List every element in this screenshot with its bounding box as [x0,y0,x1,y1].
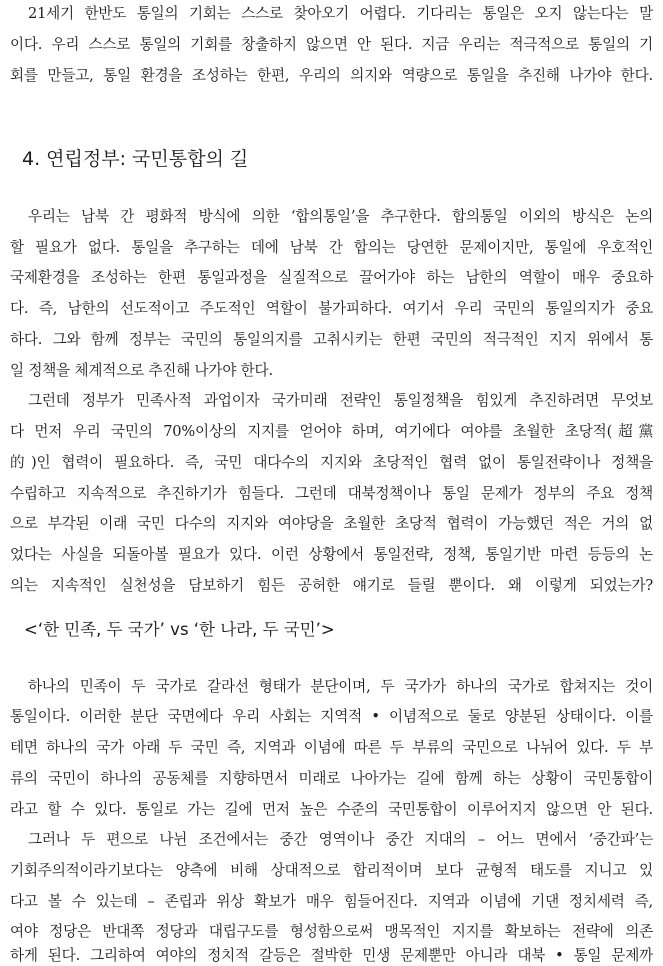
body-line: 류의 국민이 하나의 공동체를 지향하면서 미래로 나아가는 길에 함께 하는 상황이 국민통합이 [10,770,653,787]
body-line: 여야 정당은 반대쪽 정당과 대립구도를 형성함으로써 맹목적인 지지를 확보하는 전략에 의존 [10,923,653,940]
body-line: 기회주의적이라기보다는 양측에 비해 상대적으로 합리적이며 보다 균형적 태도를 지니고 있 [10,862,653,879]
section-heading: 4. 연립정부: 국민통합의 길 [22,148,249,170]
body-line: 테면 하나의 국가 아래 두 국민 즉, 지역과 이념에 따른 두 부류의 국민으로 나뉘어 있다. 두 부 [10,739,653,756]
body-line: 다. 즉, 남한의 선도적이고 주도적인 역할이 불가피하다. 여기서 우리 국민의 통일의지가 중요 [10,300,653,317]
body-line: 으로 부각된 이래 국민 다수의 지지와 여야당을 초월한 초당적 협력이 가능했던 적은 거의 없 [10,515,653,532]
body-line: 국제환경을 조성하는 한편 통일과정을 실질적으로 끌어가야 하는 남한의 역할이 매우 중요하 [10,269,653,286]
body-line: 그런데 정부가 민족사적 과업이자 국가미래 전략인 통일정책을 힘있게 추진하려면 무엇보 [28,392,653,409]
body-line: 다고 볼 수 있는데 – 존립과 위상 확보가 매우 힘들어진다. 지역과 이념에 기댄 정치세력 즉, [10,893,653,910]
body-line: 그러나 두 편으로 나뉜 조건에서는 중간 영역이나 중간 지대의 – 어느 면에서 ‘중간파’는 [28,831,653,848]
body-line: 하게 된다. 그리하여 여야의 정치적 갈등은 절박한 민생 문제뿐만 아니라 대북 • 통일 문제까 [10,947,653,964]
body-line: 할 필요가 없다. 통일을 추구하는 데에 남북 간 합의는 당연한 문제이지만, 통일에 우호적인 [10,239,653,256]
body-line: 의는 지속적인 실천성을 담보하기 힘든 공허한 얘기로 들릴 뿐이다. 왜 이렇게 되었는가? [10,577,653,594]
subsection-heading: <‘한 민족, 두 국가’ vs ‘한 나라, 두 국민’> [24,620,335,639]
body-line: 었다는 사실을 되돌아볼 필요가 있다. 이런 상황에서 통일전략, 정책, 통일기반 마련 등등의 논 [10,546,653,563]
body-line: 우리는 남북 간 평화적 방식에 의한 ‘합의통일’을 추구한다. 합의통일 이외의 방식은 논의 [28,208,653,225]
body-line: 일 정책을 체계적으로 추진해 나가야 한다. [10,362,273,379]
body-line: 다 먼저 우리 국민의 70%이상의 지지를 얻어야 하며, 여기에다 여야를 초월한 초당적(超黨 [10,423,653,440]
intro-line: 이다. 우리 스스로 통일의 기회를 창출하지 않으면 안 된다. 지금 우리는 적극적으로 통일의 기 [10,36,653,53]
body-line: 하다. 그와 함께 정부는 국민의 통일의지를 고취시키는 한편 국민의 적극적인 지지 위에서 통 [10,331,653,348]
body-line: 수립하고 지속적으로 추진하기가 힘들다. 그런데 대북정책이나 통일 문제가 정부의 주요 정책 [10,485,653,502]
body-line: 통일이다. 이러한 분단 국면에다 우리 사회는 지역적 • 이념적으로 둘로 양분된 상태이다. 이를 [10,708,653,725]
body-line: 라고 할 수 있다. 통일로 가는 길에 먼저 높은 수준의 국민통합이 이루어지지 않으면 안 된다. [10,801,653,818]
intro-line: 회를 만들고, 통일 환경을 조성하는 한편, 우리의 의지와 역량으로 통일을 추진해 나가야 한다. [10,67,653,84]
body-line: 的)인 협력이 필요하다. 즉, 국민 대다수의 지지와 초당적인 협력 없이 통일전략이나 정책을 [10,454,653,471]
body-line: 하나의 민족이 두 국가로 갈라선 형태가 분단이며, 두 국가가 하나의 국가로 합쳐지는 것이 [28,678,653,695]
intro-line: 21세기 한반도 통일의 기회는 스스로 찾아오기 어렵다. 기다리는 통일은 오지 않는다는 말 [28,5,653,22]
